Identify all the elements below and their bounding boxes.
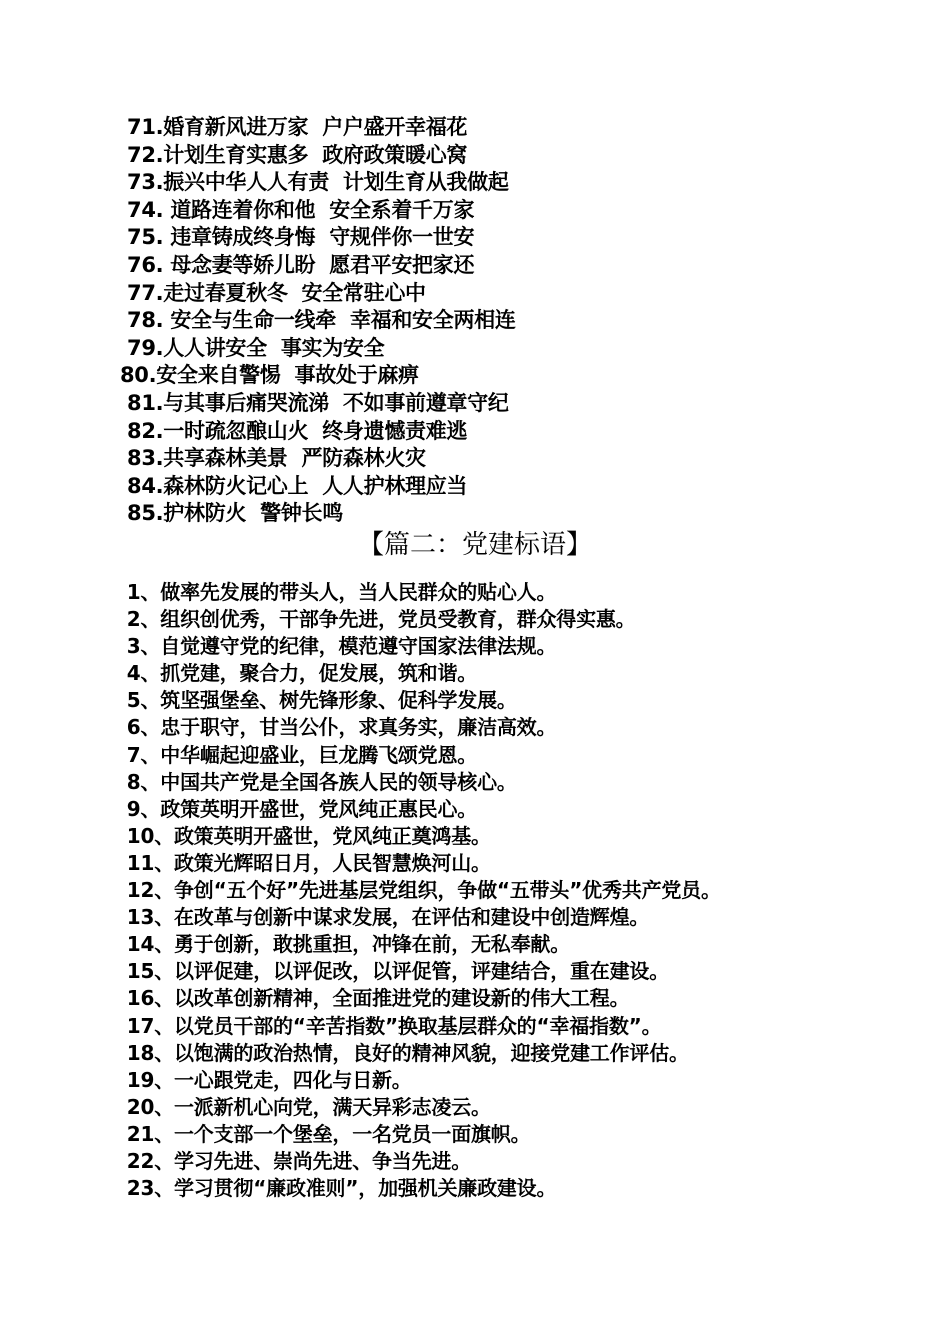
- list-item: 74. 道路连着你和他 安全系着千万家: [120, 197, 475, 222]
- section-title: 【篇二：党建标语】: [357, 530, 592, 560]
- list-item: 8、中国共产党是全国各族人民的领导核心。: [120, 769, 517, 794]
- list-item: 83.共享森林美景 严防森林火灾: [120, 446, 426, 471]
- list-item: 22、学习先进、崇尚先进、争当先进。: [120, 1148, 471, 1173]
- list-item: 85.护林防火 警钟长鸣: [120, 501, 343, 526]
- list-item: 73.振兴中华人人有责 计划生育从我做起: [120, 170, 509, 195]
- list-item: 21、一个支部一个堡垒，一名党员一面旗帜。: [120, 1121, 531, 1146]
- list-item: 2、组织创优秀，干部争先进，党员受教育，群众得实惠。: [120, 607, 636, 632]
- list-item: 1、做率先发展的带头人，当人民群众的贴心人。: [120, 580, 557, 604]
- list-item: 15、以评促建，以评促改，以评促管，评建结合，重在建设。: [120, 959, 669, 984]
- list-item: 20、一派新机心向党，满天异彩志凌云。: [120, 1094, 491, 1119]
- list-item: 81.与其事后痛哭流涕 不如事前遵章守纪: [120, 390, 509, 415]
- list-item: 5、筑坚强堡垒、树先锋形象、促科学发展。: [120, 688, 517, 713]
- list-item: 4、抓党建，聚合力，促发展，筑和谐。: [120, 661, 478, 686]
- list-item: 77.走过春夏秋冬 安全常驻心中: [120, 280, 426, 305]
- list-item: 82.一时疏忽酿山火 终身遗憾责难逃: [120, 418, 468, 443]
- list-item: 10、政策英明开盛世，党风纯正奠鸿基。: [120, 823, 491, 848]
- list-item: 12、争创“五个好”先进基层党组织，争做“五带头”优秀共产党员。: [120, 878, 721, 903]
- list-item: 72.计划生育实惠多 政府政策暖心窝: [120, 142, 468, 167]
- slogan-list-family-safety: [120, 114, 900, 528]
- list-item: 9、政策英明开盛世，党风纯正惠民心。: [120, 796, 478, 821]
- slogan-list-party-building: [120, 579, 920, 1202]
- list-item: 11、政策光辉昭日月，人民智慧焕河山。: [120, 850, 491, 875]
- list-item: 79.人人讲安全 事实为安全: [120, 335, 385, 360]
- list-item: 75. 违章铸成终身悔 守规伴你一世安: [120, 225, 475, 250]
- list-item: 7、中华崛起迎盛业，巨龙腾飞颂党恩。: [120, 742, 478, 767]
- list-item: 16、以改革创新精神，全面推进党的建设新的伟大工程。: [120, 986, 630, 1011]
- list-item: 84.森林防火记心上 人人护林理应当: [120, 473, 468, 498]
- list-item: 17、以党员干部的“辛苦指数”换取基层群众的“幸福指数”。: [120, 1013, 662, 1038]
- list-item: 3、自觉遵守党的纪律，模范遵守国家法律法规。: [120, 634, 557, 659]
- list-item: 18、以饱满的政治热情，良好的精神风貌，迎接党建工作评估。: [120, 1040, 689, 1065]
- list-item: 23、学习贯彻“廉政准则”，加强机关廉政建设。: [120, 1176, 557, 1201]
- list-item: 14、勇于创新，敢挑重担，冲锋在前，无私奉献。: [120, 932, 570, 957]
- list-item: 80.安全来自警惕 事故处于麻痹: [120, 363, 419, 388]
- list-item: 13、在改革与创新中谋求发展，在评估和建设中创造辉煌。: [120, 905, 650, 930]
- list-item: 6、忠于职守，甘当公仆，求真务实，廉洁高效。: [120, 715, 557, 740]
- list-item: 76. 母念妻等娇儿盼 愿君平安把家还: [120, 252, 475, 277]
- list-item: 78. 安全与生命一线牵 幸福和安全两相连: [120, 308, 516, 333]
- list-item: 19、一心跟党走，四化与日新。: [120, 1067, 412, 1092]
- list-item: 71.婚育新风进万家 户户盛开幸福花: [120, 115, 468, 139]
